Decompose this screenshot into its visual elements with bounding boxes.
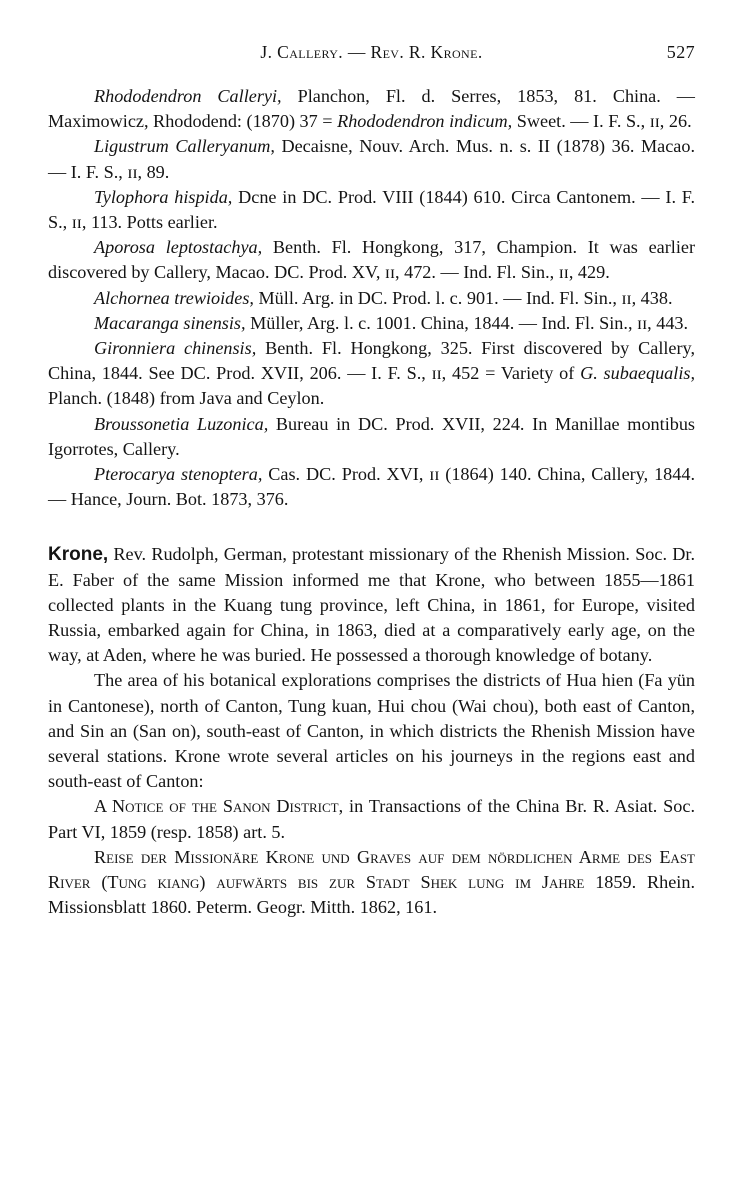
species-name: Ligustrum Calleryanum, — [94, 136, 275, 157]
plant-entry-aporosa — [48, 235, 695, 285]
species-name: Gironniera chinensis, — [94, 338, 257, 359]
reference-2 — [48, 845, 695, 921]
species-name: Rhododendron Calleryi, — [94, 86, 282, 106]
species-name: Aporosa leptostachya, — [94, 237, 263, 258]
reference-1 — [48, 794, 695, 844]
plant-entry-pterocarya — [48, 462, 695, 512]
plant-entry-gironniera — [48, 336, 695, 412]
entry-text: Benth. Fl. Hongkong, 325. First discovered by Callery, China, 1844. See DC. Prod. XVII, 206. — I. F. S., ɪɪ, 452 = Variety of — [48, 338, 696, 384]
species-name-variety: G. subaequalis, — [580, 363, 695, 384]
entry-text: Planch. (1848) from Java and Ceylon. — [48, 388, 325, 409]
section-gap — [48, 512, 695, 542]
entry-text: Sweet. — I. F. S., ɪɪ, 26. — [512, 111, 692, 132]
page-header — [48, 38, 695, 68]
entry-text: Müller, Arg. l. c. 1001. China, 1844. — Ind. Fl. Sin., ɪɪ, 443. — [245, 312, 689, 333]
collector-name: Krone, — [48, 544, 109, 566]
plant-entry-rhododendron — [48, 84, 695, 134]
species-name: Alchornea trewioides, — [94, 287, 254, 308]
plant-entry-macaranga — [48, 311, 695, 336]
entry-text: Planchon, Fl. d. Serres, 1853, 81. China. — Maximowicz, Rhododend: (1870) 37 = — [48, 86, 695, 132]
species-name: Pterocarya stenoptera, — [94, 464, 263, 485]
reference-text: Rhein. Missionsblatt 1860. Peterm. Geogr. Mitth. 1862, 161. — [48, 872, 695, 918]
biography-text: Rev. Rudolph, German, protestant missionary of the Rhenish Mission. Soc. Dr. E. Faber of the same Mission informed me that Krone, who between 1855—1861 collected plants in the Kuang tung province, left China, in 1861, for Europe, visited Russia, embarked again for China, in 1863, died at a comparatively early age, on the way, at Aden, where he was buried. He possessed a thorough knowledge of botany. — [48, 544, 695, 666]
plant-entries — [48, 84, 695, 512]
species-name: Macaranga sinensis, — [94, 312, 246, 333]
reference-title: Reise der Missionäre Krone und Graves auf dem nördlichen Arme des East River (Tung kiang) aufwärts bis zur Stadt Shek lung im Jahre 1859. — [48, 846, 695, 893]
entry-text: Bureau in DC. Prod. XVII, 224. In Manillae montibus Igorrotes, Callery. — [48, 413, 696, 459]
biography-explorations: The area of his botanical explorations comprises the districts of Hua hien (Fa yün in Cantonese), north of Canton, Tung kuan, Hui chou (Wai chou), both east of Canton, and Sin an (San on), south-east of Canton, in which districts the Rhenish Mission have several stations. Krone wrote several articles on his journeys in the regions east and south-east of Canton: — [48, 670, 695, 792]
plant-entry-alchornea — [48, 286, 695, 311]
reference-title: A Notice of the Sanon District, — [94, 796, 344, 817]
species-name: Broussonetia Luzonica, — [94, 413, 269, 434]
biography-intro — [48, 542, 695, 668]
entry-text: Dcne in DC. Prod. VIII (1844) 610. Circa Cantonem. — I. F. S., ɪɪ, 113. Potts earlier. — [48, 186, 696, 233]
entry-text: Benth. Fl. Hongkong, 317, Champion. It was earlier discovered by Callery, Macao. DC. Prod. XV, ɪɪ, 472. — Ind. Fl. Sin., ɪɪ, 429. — [48, 237, 696, 283]
running-head: J. Callery. — Rev. R. Krone. — [260, 42, 483, 62]
entry-text: Decaisne, Nouv. Arch. Mus. n. s. II (1878) 36. Macao. — I. F. S., ɪɪ, 89. — [48, 136, 695, 182]
entry-text: Cas. DC. Prod. XVI, ɪɪ (1864) 140. China, Callery, 1844. — Hance, Journ. Bot. 1873, 376. — [48, 464, 695, 510]
entry-text: Müll. Arg. in DC. Prod. l. c. 901. — Ind. Fl. Sin., ɪɪ, 438. — [253, 287, 673, 308]
plant-entry-broussonetia — [48, 412, 695, 462]
biography-krone — [48, 542, 695, 920]
page-number: 527 — [666, 42, 695, 62]
species-name-synonym: Rhododendron indicum, — [337, 111, 513, 132]
species-name: Tylophora hispida, — [94, 186, 233, 207]
plant-entry-tylophora — [48, 185, 695, 235]
reference-text: in Transactions of the China Br. R. Asiat. Soc. Part VI, 1859 (resp. 1858) art. 5. — [48, 796, 696, 842]
plant-entry-ligustrum — [48, 134, 695, 184]
